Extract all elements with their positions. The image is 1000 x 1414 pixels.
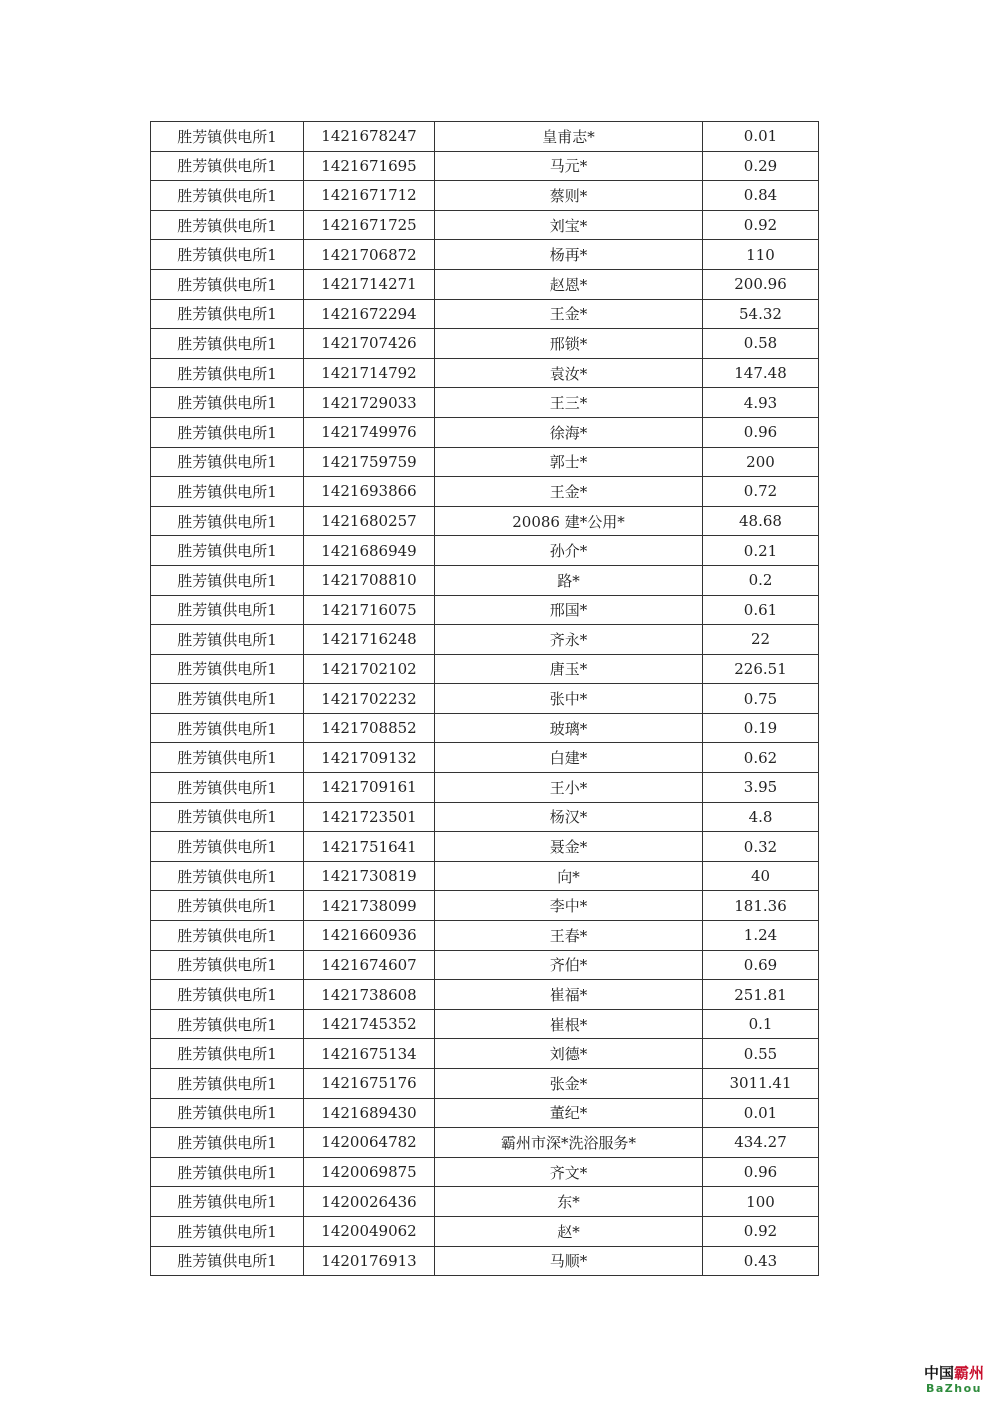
table-row <box>151 388 819 418</box>
station-cell: 胜芳镇供电所1 <box>151 269 304 299</box>
station-cell: 胜芳镇供电所1 <box>151 861 304 891</box>
account-number-cell: 1420049062 <box>304 1216 435 1246</box>
customer-name-cell: 杨再* <box>435 240 703 270</box>
account-number-cell: 1421706872 <box>304 240 435 270</box>
amount-cell: 181.36 <box>703 891 819 921</box>
station-cell: 胜芳镇供电所1 <box>151 1187 304 1217</box>
account-number-cell: 1421702102 <box>304 654 435 684</box>
account-number-cell: 1421729033 <box>304 388 435 418</box>
station-cell: 胜芳镇供电所1 <box>151 1009 304 1039</box>
table-row <box>151 595 819 625</box>
customer-name-cell: 崔根* <box>435 1009 703 1039</box>
amount-cell: 0.2 <box>703 565 819 595</box>
amount-cell: 4.8 <box>703 802 819 832</box>
amount-cell: 0.32 <box>703 832 819 862</box>
customer-name-cell: 玻璃* <box>435 713 703 743</box>
amount-cell: 0.55 <box>703 1039 819 1069</box>
customer-name-cell: 董纪* <box>435 1098 703 1128</box>
station-cell: 胜芳镇供电所1 <box>151 950 304 980</box>
station-cell: 胜芳镇供电所1 <box>151 388 304 418</box>
account-number-cell: 1421730819 <box>304 861 435 891</box>
amount-cell: 0.62 <box>703 743 819 773</box>
station-cell: 胜芳镇供电所1 <box>151 210 304 240</box>
amount-cell: 0.19 <box>703 713 819 743</box>
account-number-cell: 1421751641 <box>304 832 435 862</box>
customer-name-cell: 王金* <box>435 299 703 329</box>
customer-name-cell: 赵恩* <box>435 269 703 299</box>
amount-cell: 3011.41 <box>703 1069 819 1099</box>
amount-cell: 0.61 <box>703 595 819 625</box>
table-row <box>151 950 819 980</box>
customer-name-cell: 东* <box>435 1187 703 1217</box>
amount-cell: 0.72 <box>703 477 819 507</box>
amount-cell: 0.1 <box>703 1009 819 1039</box>
amount-cell: 110 <box>703 240 819 270</box>
account-number-cell: 1421674607 <box>304 950 435 980</box>
customer-name-cell: 李中* <box>435 891 703 921</box>
station-cell: 胜芳镇供电所1 <box>151 921 304 951</box>
amount-cell: 40 <box>703 861 819 891</box>
station-cell: 胜芳镇供电所1 <box>151 1246 304 1276</box>
station-cell: 胜芳镇供电所1 <box>151 536 304 566</box>
account-number-cell: 1421675176 <box>304 1069 435 1099</box>
account-number-cell: 1421671725 <box>304 210 435 240</box>
customer-name-cell: 邢锁* <box>435 329 703 359</box>
table-row <box>151 921 819 951</box>
customer-name-cell: 王小* <box>435 773 703 803</box>
watermark-logo <box>922 1366 986 1394</box>
customer-name-cell: 张中* <box>435 684 703 714</box>
station-cell: 胜芳镇供电所1 <box>151 122 304 152</box>
customer-name-cell: 张金* <box>435 1069 703 1099</box>
station-cell: 胜芳镇供电所1 <box>151 1069 304 1099</box>
account-number-cell: 1421709132 <box>304 743 435 773</box>
customer-name-cell: 白建* <box>435 743 703 773</box>
amount-cell: 4.93 <box>703 388 819 418</box>
amount-cell: 0.75 <box>703 684 819 714</box>
station-cell: 胜芳镇供电所1 <box>151 773 304 803</box>
table-row <box>151 1039 819 1069</box>
station-cell: 胜芳镇供电所1 <box>151 743 304 773</box>
station-cell: 胜芳镇供电所1 <box>151 595 304 625</box>
table-row <box>151 713 819 743</box>
amount-cell: 147.48 <box>703 358 819 388</box>
table-row <box>151 1009 819 1039</box>
table-row <box>151 861 819 891</box>
customer-name-cell: 齐伯* <box>435 950 703 980</box>
station-cell: 胜芳镇供电所1 <box>151 151 304 181</box>
amount-cell: 0.84 <box>703 181 819 211</box>
station-cell: 胜芳镇供电所1 <box>151 1157 304 1187</box>
account-number-cell: 1421749976 <box>304 417 435 447</box>
customer-name-cell: 皇甫志* <box>435 122 703 152</box>
table-row <box>151 1187 819 1217</box>
account-number-cell: 1421738608 <box>304 980 435 1010</box>
account-number-cell: 1421723501 <box>304 802 435 832</box>
table-body <box>151 122 819 1276</box>
account-number-cell: 1421702232 <box>304 684 435 714</box>
customer-name-cell: 齐文* <box>435 1157 703 1187</box>
table-row <box>151 536 819 566</box>
station-cell: 胜芳镇供电所1 <box>151 684 304 714</box>
customer-name-cell: 赵* <box>435 1216 703 1246</box>
amount-cell: 0.58 <box>703 329 819 359</box>
amount-cell: 0.69 <box>703 950 819 980</box>
amount-cell: 22 <box>703 625 819 655</box>
customer-name-cell: 杨汉* <box>435 802 703 832</box>
customer-name-cell: 邢国* <box>435 595 703 625</box>
account-number-cell: 1421716248 <box>304 625 435 655</box>
amount-cell: 0.96 <box>703 1157 819 1187</box>
customer-name-cell: 路* <box>435 565 703 595</box>
table-row <box>151 299 819 329</box>
customer-name-cell: 聂金* <box>435 832 703 862</box>
station-cell: 胜芳镇供电所1 <box>151 802 304 832</box>
station-cell: 胜芳镇供电所1 <box>151 565 304 595</box>
station-cell: 胜芳镇供电所1 <box>151 1039 304 1069</box>
table-row <box>151 891 819 921</box>
account-number-cell: 1421759759 <box>304 447 435 477</box>
customer-name-cell: 刘德* <box>435 1039 703 1069</box>
amount-cell: 48.68 <box>703 506 819 536</box>
amount-cell: 0.96 <box>703 417 819 447</box>
customer-name-cell: 马顺* <box>435 1246 703 1276</box>
table-row <box>151 417 819 447</box>
station-cell: 胜芳镇供电所1 <box>151 654 304 684</box>
station-cell: 胜芳镇供电所1 <box>151 891 304 921</box>
customer-name-cell: 徐海* <box>435 417 703 447</box>
customer-name-cell: 蔡则* <box>435 181 703 211</box>
account-number-cell: 1421671695 <box>304 151 435 181</box>
customer-name-cell: 刘宝* <box>435 210 703 240</box>
table-row <box>151 506 819 536</box>
table-row <box>151 802 819 832</box>
account-number-cell: 1420026436 <box>304 1187 435 1217</box>
account-number-cell: 1421686949 <box>304 536 435 566</box>
logo-subtitle: BaZhou <box>925 1382 982 1395</box>
account-number-cell: 1421714792 <box>304 358 435 388</box>
station-cell: 胜芳镇供电所1 <box>151 980 304 1010</box>
amount-cell: 434.27 <box>703 1128 819 1158</box>
table-row <box>151 1098 819 1128</box>
customer-name-cell: 齐永* <box>435 625 703 655</box>
table-row <box>151 181 819 211</box>
customer-name-cell: 马元* <box>435 151 703 181</box>
table-row <box>151 1128 819 1158</box>
account-number-cell: 1421680257 <box>304 506 435 536</box>
table-row <box>151 1246 819 1276</box>
customer-name-cell: 孙介* <box>435 536 703 566</box>
table-row <box>151 210 819 240</box>
customer-name-cell: 霸州市深*洗浴服务* <box>435 1128 703 1158</box>
account-number-cell: 1421714271 <box>304 269 435 299</box>
logo-title-part-2: 霸州 <box>954 1364 985 1382</box>
table-row <box>151 477 819 507</box>
account-number-cell: 1421693866 <box>304 477 435 507</box>
data-table <box>150 121 819 1276</box>
station-cell: 胜芳镇供电所1 <box>151 447 304 477</box>
table-row <box>151 122 819 152</box>
amount-cell: 251.81 <box>703 980 819 1010</box>
station-cell: 胜芳镇供电所1 <box>151 1098 304 1128</box>
station-cell: 胜芳镇供电所1 <box>151 417 304 447</box>
account-number-cell: 1421709161 <box>304 773 435 803</box>
station-cell: 胜芳镇供电所1 <box>151 506 304 536</box>
account-number-cell: 1421671712 <box>304 181 435 211</box>
station-cell: 胜芳镇供电所1 <box>151 713 304 743</box>
table-row <box>151 743 819 773</box>
account-number-cell: 1421716075 <box>304 595 435 625</box>
customer-name-cell: 王三* <box>435 388 703 418</box>
account-number-cell: 1420069875 <box>304 1157 435 1187</box>
logo-title-part-1: 中国 <box>923 1364 954 1382</box>
account-number-cell: 1421708852 <box>304 713 435 743</box>
table-row <box>151 358 819 388</box>
table-row <box>151 1069 819 1099</box>
amount-cell: 0.29 <box>703 151 819 181</box>
table-row <box>151 980 819 1010</box>
customer-name-cell: 20086 建*公用* <box>435 506 703 536</box>
amount-cell: 0.01 <box>703 122 819 152</box>
customer-name-cell: 王春* <box>435 921 703 951</box>
account-number-cell: 1421708810 <box>304 565 435 595</box>
amount-cell: 200 <box>703 447 819 477</box>
amount-cell: 1.24 <box>703 921 819 951</box>
account-number-cell: 1421660936 <box>304 921 435 951</box>
customer-name-cell: 袁汝* <box>435 358 703 388</box>
table-row <box>151 684 819 714</box>
account-number-cell: 1421707426 <box>304 329 435 359</box>
amount-cell: 3.95 <box>703 773 819 803</box>
table-row <box>151 329 819 359</box>
table-row <box>151 654 819 684</box>
table-row <box>151 447 819 477</box>
account-number-cell: 1420176913 <box>304 1246 435 1276</box>
station-cell: 胜芳镇供电所1 <box>151 832 304 862</box>
account-number-cell: 1421675134 <box>304 1039 435 1069</box>
amount-cell: 0.92 <box>703 210 819 240</box>
station-cell: 胜芳镇供电所1 <box>151 358 304 388</box>
amount-cell: 200.96 <box>703 269 819 299</box>
customer-name-cell: 向* <box>435 861 703 891</box>
account-number-cell: 1421689430 <box>304 1098 435 1128</box>
account-number-cell: 1421678247 <box>304 122 435 152</box>
station-cell: 胜芳镇供电所1 <box>151 181 304 211</box>
table-row <box>151 565 819 595</box>
amount-cell: 226.51 <box>703 654 819 684</box>
table-row <box>151 625 819 655</box>
table-row <box>151 832 819 862</box>
amount-cell: 54.32 <box>703 299 819 329</box>
customer-name-cell: 崔福* <box>435 980 703 1010</box>
table-row <box>151 773 819 803</box>
amount-cell: 0.92 <box>703 1216 819 1246</box>
table-row <box>151 151 819 181</box>
account-number-cell: 1420064782 <box>304 1128 435 1158</box>
account-number-cell: 1421738099 <box>304 891 435 921</box>
customer-name-cell: 郭士* <box>435 447 703 477</box>
station-cell: 胜芳镇供电所1 <box>151 240 304 270</box>
station-cell: 胜芳镇供电所1 <box>151 299 304 329</box>
table-row <box>151 1216 819 1246</box>
station-cell: 胜芳镇供电所1 <box>151 477 304 507</box>
logo-title <box>922 1366 986 1381</box>
customer-name-cell: 唐玉* <box>435 654 703 684</box>
account-number-cell: 1421672294 <box>304 299 435 329</box>
customer-name-cell: 王金* <box>435 477 703 507</box>
amount-cell: 0.21 <box>703 536 819 566</box>
station-cell: 胜芳镇供电所1 <box>151 329 304 359</box>
station-cell: 胜芳镇供电所1 <box>151 1128 304 1158</box>
amount-cell: 0.43 <box>703 1246 819 1276</box>
table-row <box>151 1157 819 1187</box>
amount-cell: 0.01 <box>703 1098 819 1128</box>
amount-cell: 100 <box>703 1187 819 1217</box>
table-row <box>151 269 819 299</box>
station-cell: 胜芳镇供电所1 <box>151 625 304 655</box>
table-row <box>151 240 819 270</box>
station-cell: 胜芳镇供电所1 <box>151 1216 304 1246</box>
account-number-cell: 1421745352 <box>304 1009 435 1039</box>
